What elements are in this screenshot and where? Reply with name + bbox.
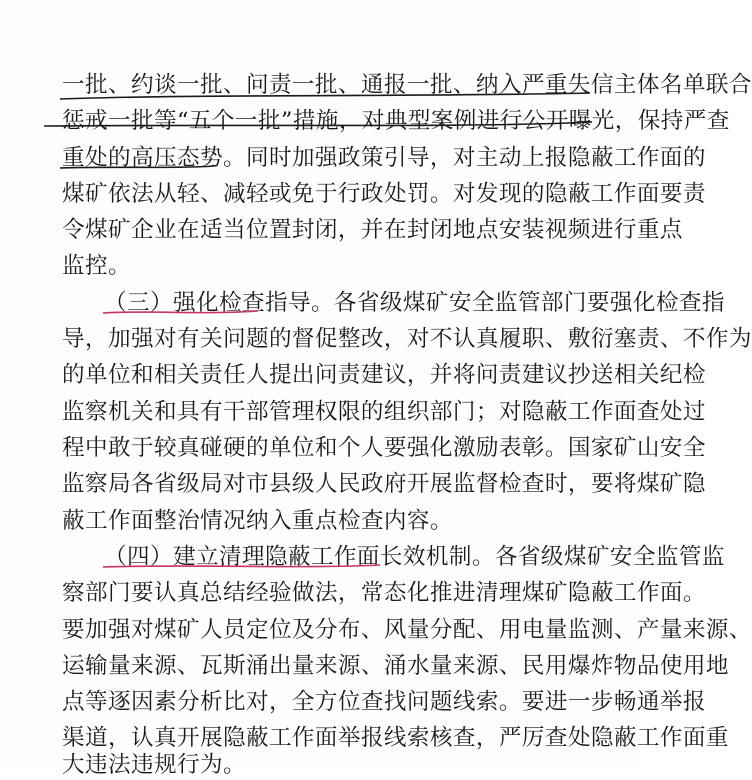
text-line: 渠道，认真开展隐蔽工作面举报线索核查，严厉查处隐蔽工作面重 bbox=[62, 725, 729, 751]
text-line: 点等逐因素分析比对，全方位查找问题线索。要进一步畅通举报 bbox=[62, 689, 706, 715]
text-line: 程中敢于较真碰硬的单位和个人要强化激励表彰。国家矿山安全 bbox=[62, 435, 706, 461]
text-line: 监控。 bbox=[62, 253, 131, 279]
section-3-first-line: （三）强化检查指导。各省级煤矿安全监管部门要强化检查指 bbox=[104, 290, 725, 316]
text-line: 煤矿依法从轻、减轻或免于行政处罚。对发现的隐蔽工作面要责 bbox=[62, 181, 706, 207]
text-line: 一批、约谈一批、问责一批、通报一批、纳入严重失信主体名单联合 bbox=[62, 72, 752, 98]
text-line: 察部门要认真总结经验做法，常态化推进清理煤矿隐蔽工作面。 bbox=[62, 580, 706, 606]
text-line: 要加强对煤矿人员定位及分布、风量分配、用电量监测、产量来源、 bbox=[62, 617, 752, 643]
text-line: 惩戒一批等“五个一批”措施，对典型案例进行公开曝光，保持严查 bbox=[62, 108, 730, 134]
text-line: 蔽工作面整治情况纳入重点检查内容。 bbox=[62, 508, 453, 534]
text-line: 监察机关和具有干部管理权限的组织部门；对隐蔽工作面查处过 bbox=[62, 399, 706, 425]
text-line: 大违法违规行为。 bbox=[62, 752, 246, 778]
text-line: 令煤矿企业在适当位置封闭，并在封闭地点安装视频进行重点 bbox=[62, 217, 683, 243]
text-line: 运输量来源、瓦斯涌出量来源、涌水量来源、民用爆炸物品使用地 bbox=[62, 653, 729, 679]
text-line: 的单位和相关责任人提出问责建议，并将问责建议抄送相关纪检 bbox=[62, 362, 706, 388]
text-line: 导，加强对有关问题的督促整改，对不认真履职、敷衍塞责、不作为 bbox=[62, 326, 752, 352]
text-line: 监察局各省级局对市县级人民政府开展监督检查时，要将煤矿隐 bbox=[62, 471, 706, 497]
text-line: 重处的高压态势。同时加强政策引导，对主动上报隐蔽工作面的 bbox=[62, 145, 706, 171]
section-4-first-line: （四）建立清理隐蔽工作面长效机制。各省级煤矿安全监管监 bbox=[104, 544, 725, 570]
